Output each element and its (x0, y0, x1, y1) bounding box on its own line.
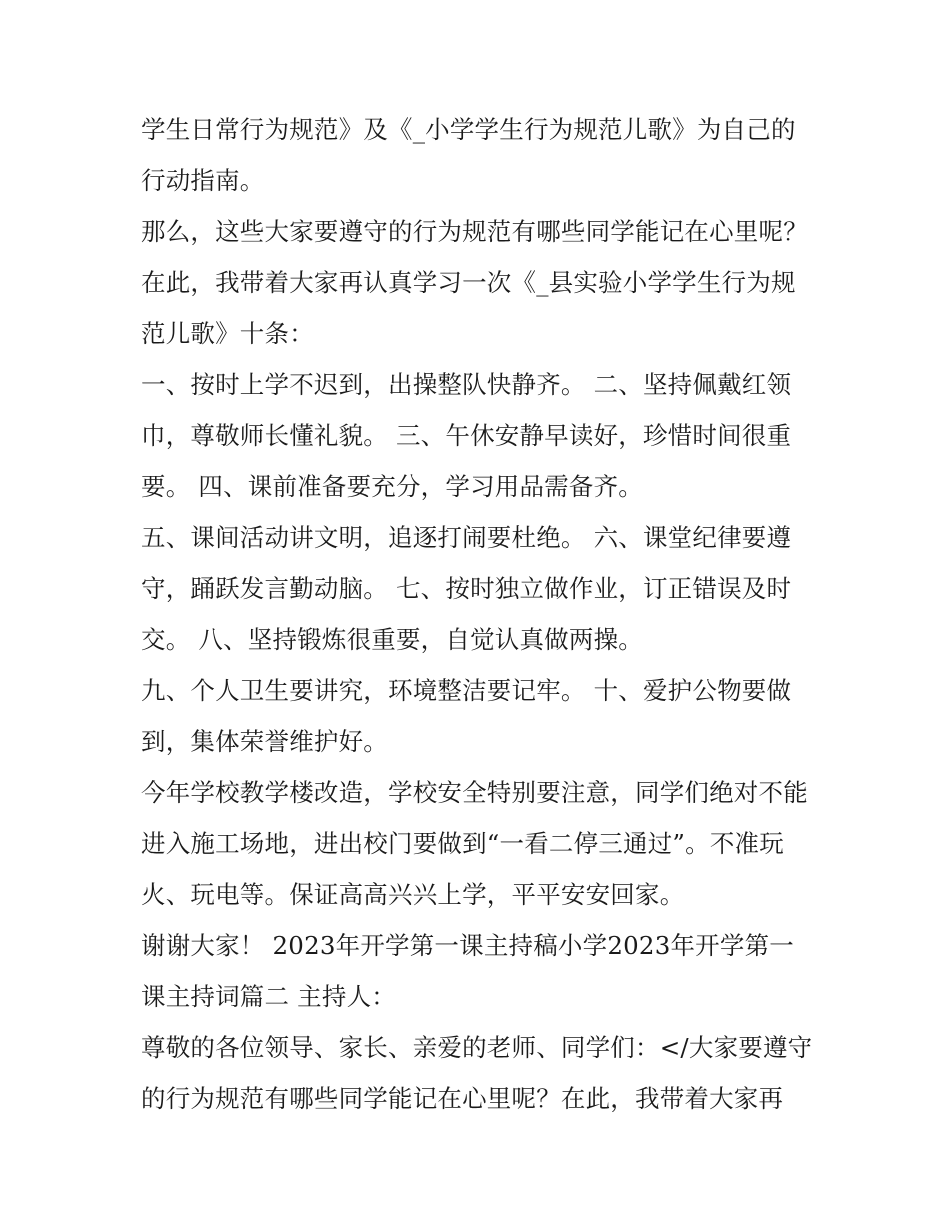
paragraph: 今年学校教学楼改造，学校安全特别要注意，同学们绝对不能进入施工场地，进出校门要做到“一看二停三通过”。不准玩火、玩电等。保证高高兴兴上学，平平安安回家。 (141, 778, 808, 909)
paragraph: 一、按时上学不迟到，出操整队快静齐。 二、坚持佩戴红领巾，尊敬师长懂礼貌。 三、午休安静早读好，珍惜时间很重要。 四、课前准备要充分，学习用品需备齐。 (141, 370, 792, 501)
paragraph: 尊敬的各位领导、家长、亲爱的老师、同学们：</大家要遵守的行为规范有哪些同学能记在心里呢？在此，我带着大家再 (141, 1033, 813, 1113)
paragraph: 五、课间活动讲文明，追逐打闹要杜绝。 六、课堂纪律要遵守，踊跃发言勤动脑。 七、按时独立做作业，订正错误及时交。 八、坚持锻炼很重要，自觉认真做两操。 (141, 523, 792, 654)
document-body (141, 104, 816, 1124)
paragraph: 九、个人卫生要讲究，环境整洁要记牢。 十、爱护公物要做到，集体荣誉维护好。 (141, 676, 792, 756)
paragraph: 谢谢大家！ 2023年开学第一课主持稿小学2023年开学第一课主持词篇二 主持人： (141, 931, 794, 1011)
paragraph: 在此，我带着大家再认真学习一次《_县实验小学学生行为规范儿歌》十条： (141, 268, 796, 348)
paragraph: 那么，这些大家要遵守的行为规范有哪些同学能记在心里呢？ (141, 217, 808, 246)
paragraph: 学生日常行为规范》及《_小学学生行为规范儿歌》为自己的行动指南。 (141, 115, 796, 195)
